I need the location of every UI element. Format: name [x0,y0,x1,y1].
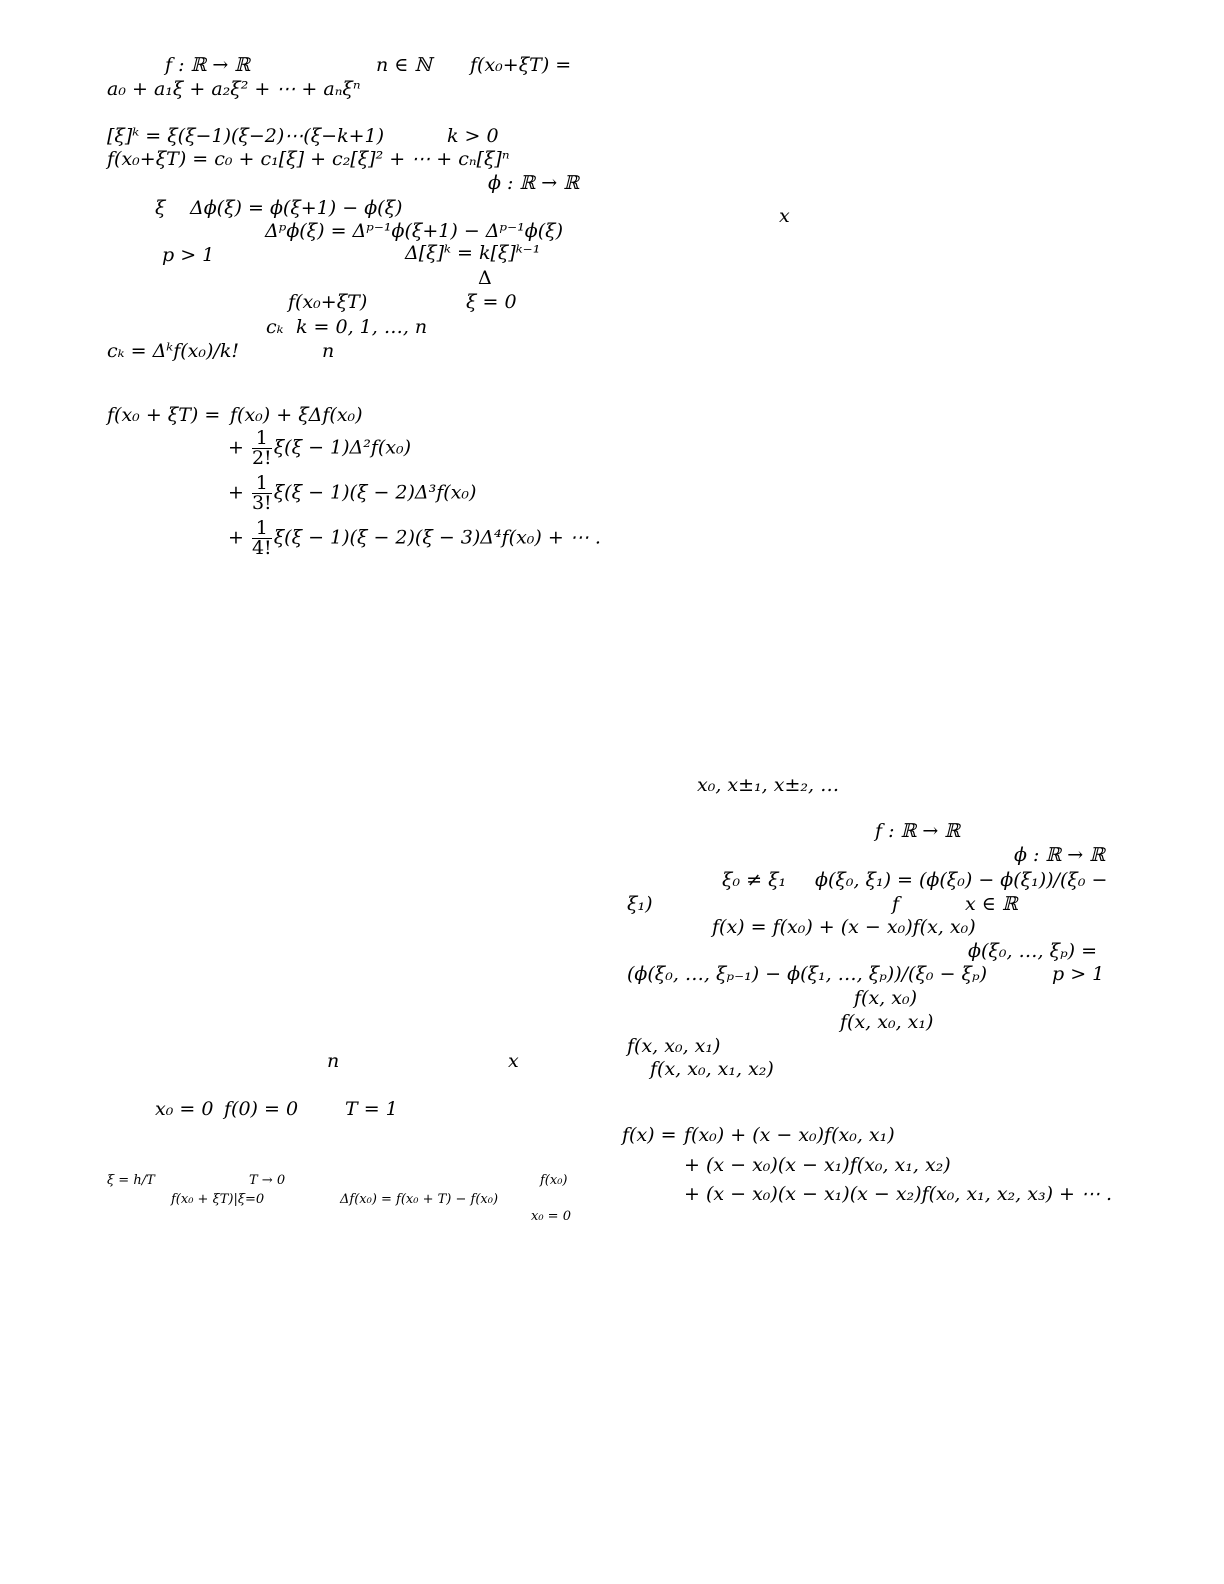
plus-sign: + [228,436,244,459]
math-newton-basis: f(x₀+ξT) = c₀ + c₁[ξ] + c₂[ξ]² + ⋯ + cₙ[ξ]ⁿ [107,148,510,170]
math-falling-factorial: [ξ]ᵏ = ξ(ξ−1)(ξ−2)⋯(ξ−k+1) [107,125,385,147]
plus-sign: + [228,526,244,549]
footnote-T-to-0: T → 0 [249,1173,286,1188]
math-f-x0-xiT-2: f(x₀+ξT) [288,291,368,313]
frac-den: 3! [251,492,272,514]
eq2-term-3: + (x − x₀)(x − x₁)(x − x₂)f(x₀, x₁, x₂, x₃) + ⋯ . [684,1183,1113,1205]
math-xi-zero: ξ = 0 [466,291,517,313]
math-x-2: x [779,205,790,227]
math-x0-zero: x₀ = 0 [155,1098,214,1120]
math-n-3: n [327,1050,340,1072]
fraction-1-over-2fact [252,429,272,468]
math-difference-of-factorial: Δ[ξ]ᵏ = k[ξ]ᵏ⁻¹ [405,242,541,264]
math-f-r: f [892,893,900,915]
math-xi: ξ [155,197,166,219]
math-f-x0-xiT: f(x₀+ξT) = [470,54,572,76]
math-newton-first-order: f(x) = f(x₀) + (x − x₀)f(x, x₀) [712,916,976,938]
math-n-in-N: n ∈ ℕ [376,54,432,76]
footnote-x0-zero: x₀ = 0 [531,1209,571,1224]
math-phi-map: ϕ : ℝ → ℝ [488,172,580,194]
math-xi0-ne-xi1: ξ₀ ≠ ξ₁ [722,869,787,891]
math-divided-difference-recursion: (ϕ(ξ₀, …, ξₚ₋₁) − ϕ(ξ₁, …, ξₚ))/(ξ₀ − ξₚ) [627,963,987,985]
eq1-lhs: f(x₀ + ξT) = [107,404,221,426]
math-map-f: f : ℝ → ℝ [165,54,251,76]
math-ck-formula: cₖ = Δᵏf(x₀)/k! [107,340,239,362]
math-polynomial: a₀ + a₁ξ + a₂ξ² + ⋯ + aₙξⁿ [107,78,361,100]
frac-num: 1 [252,474,272,494]
math-f0-zero: f(0) = 0 [224,1098,299,1120]
eq1-term-3-body: ξ(ξ − 1)(ξ − 2)Δ³f(x₀) [273,481,477,504]
math-ck: cₖ [266,316,284,338]
math-forward-difference: Δϕ(ξ) = ϕ(ξ+1) − ϕ(ξ) [190,197,403,219]
eq2-term-1: f(x₀) + (x − x₀)f(x₀, x₁) [684,1124,895,1146]
math-f-x-x0: f(x, x₀) [854,987,917,1009]
eq1-term-3 [228,474,476,513]
eq2-term-2: + (x − x₀)(x − x₁)f(x₀, x₁, x₂) [684,1154,951,1176]
math-xi1-close: ξ₁) [627,893,653,915]
frac-den: 2! [251,447,272,469]
eq1-term-4 [228,519,601,558]
frac-den: 4! [251,537,272,559]
math-divided-difference-1: ϕ(ξ₀, ξ₁) = (ϕ(ξ₀) − ϕ(ξ₁))/(ξ₀ − [815,869,1108,891]
math-n-2: n [322,340,335,362]
math-phi-map-r: ϕ : ℝ → ℝ [1014,844,1106,866]
math-f-x-x0-x1-b: f(x, x₀, x₁) [627,1035,721,1057]
eq1-term-4-body: ξ(ξ − 1)(ξ − 2)(ξ − 3)Δ⁴f(x₀) + ⋯ . [273,526,601,549]
fraction-1-over-3fact [252,474,272,513]
math-f-map-r: f : ℝ → ℝ [875,820,961,842]
eq1-term-2-body: ξ(ξ − 1)Δ²f(x₀) [273,436,412,459]
eq1-term-1: f(x₀) + ξΔf(x₀) [230,404,363,426]
math-delta: Δ [478,267,492,289]
footnote-f-at-zero: f(x₀ + ξT)|ξ=0 [171,1192,265,1207]
math-k-positive: k > 0 [447,125,499,147]
frac-num: 1 [252,429,272,449]
math-k-range: k = 0, 1, …, n [296,316,428,338]
math-p-gt-1: p > 1 [162,244,215,266]
frac-num: 1 [252,519,272,539]
plus-sign: + [228,481,244,504]
math-f-x-x0-x1-x2: f(x, x₀, x₁, x₂) [650,1058,774,1080]
eq1-term-2 [228,429,411,468]
footnote-f-x0: f(x₀) [540,1173,568,1188]
math-higher-difference: Δᵖϕ(ξ) = Δᵖ⁻¹ϕ(ξ+1) − Δᵖ⁻¹ϕ(ξ) [265,220,563,242]
math-x-1: x [508,1050,519,1072]
math-T-one: T = 1 [345,1098,398,1120]
footnote-delta-f: Δf(x₀) = f(x₀ + T) − f(x₀) [340,1192,499,1207]
footnote-xi-h-over-T: ξ = h/T [107,1173,155,1188]
math-x-in-R: x ∈ ℝ [965,893,1018,915]
math-nodes: x₀, x±₁, x±₂, … [697,774,840,796]
math-f-x-x0-x1: f(x, x₀, x₁) [840,1011,934,1033]
eq2-lhs: f(x) = [622,1124,677,1146]
fraction-1-over-4fact [252,519,272,558]
math-divided-difference-p: ϕ(ξ₀, …, ξₚ) = [968,940,1098,962]
math-p-gt-1-r: p > 1 [1052,963,1105,985]
